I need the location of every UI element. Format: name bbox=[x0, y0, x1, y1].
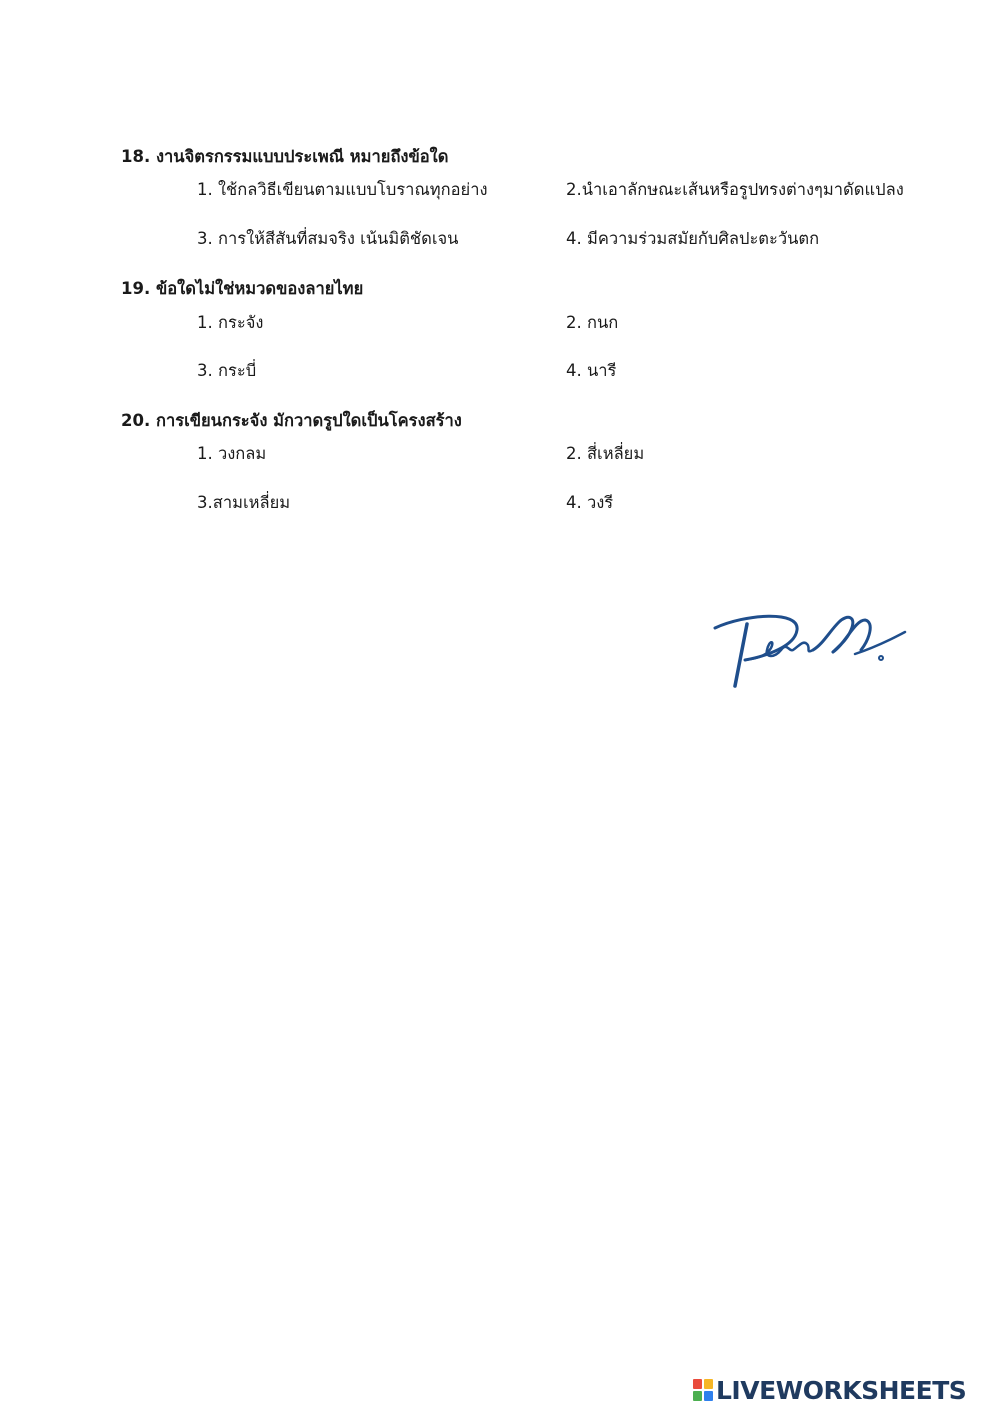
option-2: 2. สี่เหลี่ยม bbox=[566, 444, 645, 463]
option-4: 4. นารี bbox=[566, 361, 617, 380]
option-4: 4. มีความร่วมสมัยกับศิลปะตะวันตก bbox=[566, 229, 820, 248]
option-1: 1. กระจัง bbox=[197, 313, 264, 332]
liveworksheets-logo-icon bbox=[693, 1379, 713, 1401]
option-3: 3. การให้สีสันที่สมจริง เน้นมิติชัดเจน bbox=[197, 229, 459, 248]
logo-square-green bbox=[693, 1391, 702, 1401]
brand-text: LIVEWORKSHEETS bbox=[716, 1375, 967, 1405]
question-title: 20. การเขียนกระจัง มักวาดรูปใดเป็นโครงสร้าง bbox=[121, 411, 462, 430]
option-1: 1. วงกลม bbox=[197, 444, 267, 463]
question-title: 18. งานจิตรกรรมแบบประเพณี หมายถึงข้อใด bbox=[121, 147, 449, 166]
question-title: 19. ข้อใดไม่ใช่หมวดของลายไทย bbox=[121, 279, 364, 298]
option-2: 2. กนก bbox=[566, 313, 619, 332]
option-4: 4. วงรี bbox=[566, 493, 614, 512]
logo-square-red bbox=[693, 1379, 702, 1389]
option-1: 1. ใช้กลวิธีเขียนตามแบบโบราณทุกอย่าง bbox=[197, 180, 488, 199]
option-3: 3. กระบี่ bbox=[197, 361, 257, 380]
option-3: 3.สามเหลี่ยม bbox=[197, 493, 291, 512]
logo-square-blue bbox=[704, 1391, 713, 1401]
logo-square-yellow bbox=[704, 1379, 713, 1389]
signature bbox=[705, 600, 915, 700]
option-2: 2.นำเอาลักษณะเส้นหรือรูปทรงต่างๆมาดัดแปลง bbox=[566, 180, 904, 199]
liveworksheets-brand bbox=[693, 1374, 966, 1406]
